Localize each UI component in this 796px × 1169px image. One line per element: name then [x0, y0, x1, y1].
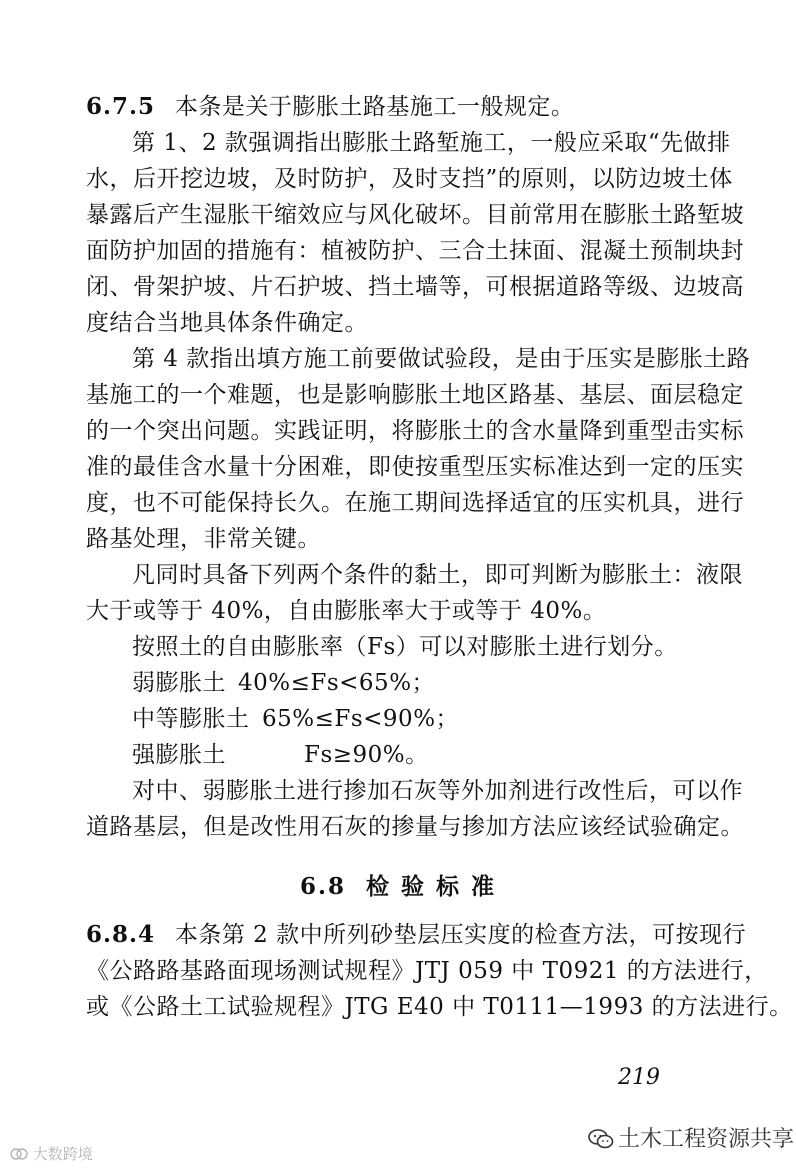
class-row-weak — [132, 668, 435, 698]
clause-text: 本条第 2 款中所列砂垫层压实度的检查方法，可按现行 — [174, 922, 747, 948]
para1-line: 第 1、2 款强调指出膨胀土路堑施工，一般应采取“先做排 — [132, 130, 731, 156]
para2-line: 准的最佳含水量十分困难，即使按重型压实标准达到一定的压实 — [86, 454, 744, 480]
corner-watermark — [10, 1143, 93, 1164]
section-heading-6-8 — [0, 868, 796, 901]
class-name: 强膨胀土 — [132, 742, 226, 768]
class-row-medium — [132, 704, 459, 734]
para1-line: 闭、骨架护坡、片石护坡、挡土墙等，可根据道路等级、边坡高 — [86, 274, 744, 300]
section-title: 检 验 标 准 — [365, 873, 497, 900]
clause-6-7-5 — [86, 92, 574, 122]
wechat-icon — [588, 1129, 614, 1149]
para2-line: 的一个突出问题。实践证明，将膨胀土的含水量降到重型击实标 — [86, 418, 744, 444]
para2-line: 第 4 款指出填方施工前要做试验段，是由于压实是膨胀土路 — [132, 346, 751, 372]
class-range: 65%≤Fs<90%； — [262, 706, 460, 732]
para1-line: 面防护加固的措施有：植被防护、三合土抹面、混凝土预制块封 — [86, 238, 744, 264]
clause-6-8-4-line: 或《公路土工试验规程》JTG E40 中 T0111—1993 的方法进行。 — [86, 994, 793, 1020]
class-range: Fs≥90%。 — [304, 742, 429, 768]
clause-number: 6.8.4 — [86, 921, 156, 948]
para2-line: 路基处理，非常关键。 — [86, 526, 321, 552]
para1-line: 水，后开挖边坡，及时防护，及时支挡”的原则，以防边坡土体 — [86, 166, 733, 192]
para2-line: 度，也不可能保持长久。在施工期间选择适宜的压实机具，进行 — [86, 490, 744, 516]
clause-number: 6.7.5 — [86, 93, 156, 120]
para4-line: 按照土的自由膨胀率（Fs）可以对膨胀土进行划分。 — [132, 634, 678, 660]
para5-line: 对中、弱膨胀土进行掺加石灰等外加剂进行改性后，可以作 — [132, 778, 743, 804]
wechat-watermark — [588, 1122, 794, 1153]
class-name: 中等膨胀土 — [132, 706, 250, 732]
para3-line: 凡同时具备下列两个条件的黏土，即可判断为膨胀土：液限 — [132, 562, 743, 588]
class-range: 40%≤Fs<65%； — [238, 670, 436, 696]
para1-line: 度结合当地具体条件确定。 — [86, 310, 368, 336]
class-row-strong — [132, 740, 429, 770]
page-number: 219 — [618, 1065, 660, 1090]
clause-6-8-4 — [86, 920, 746, 950]
logo-icon — [10, 1147, 28, 1161]
class-name: 弱膨胀土 — [132, 670, 226, 696]
para1-line: 暴露后产生湿胀干缩效应与风化破坏。目前常用在膨胀土路堑坡 — [86, 202, 744, 228]
corner-watermark-text: 大数跨境 — [32, 1145, 93, 1163]
clause-text: 本条是关于膨胀土路基施工一般规定。 — [174, 94, 575, 120]
para2-line: 基施工的一个难题，也是影响膨胀土地区路基、基层、面层稳定 — [86, 382, 744, 408]
clause-6-8-4-line: 《公路路基路面现场测试规程》JTJ 059 中 T0921 的方法进行， — [86, 958, 768, 984]
para3-line: 大于或等于 40%，自由膨胀率大于或等于 40%。 — [86, 598, 607, 624]
watermark-text: 土木工程资源共享 — [618, 1127, 795, 1152]
section-number: 6.8 — [299, 873, 346, 900]
para5-line: 道路基层，但是改性用石灰的掺量与掺加方法应该经试验确定。 — [86, 814, 744, 840]
